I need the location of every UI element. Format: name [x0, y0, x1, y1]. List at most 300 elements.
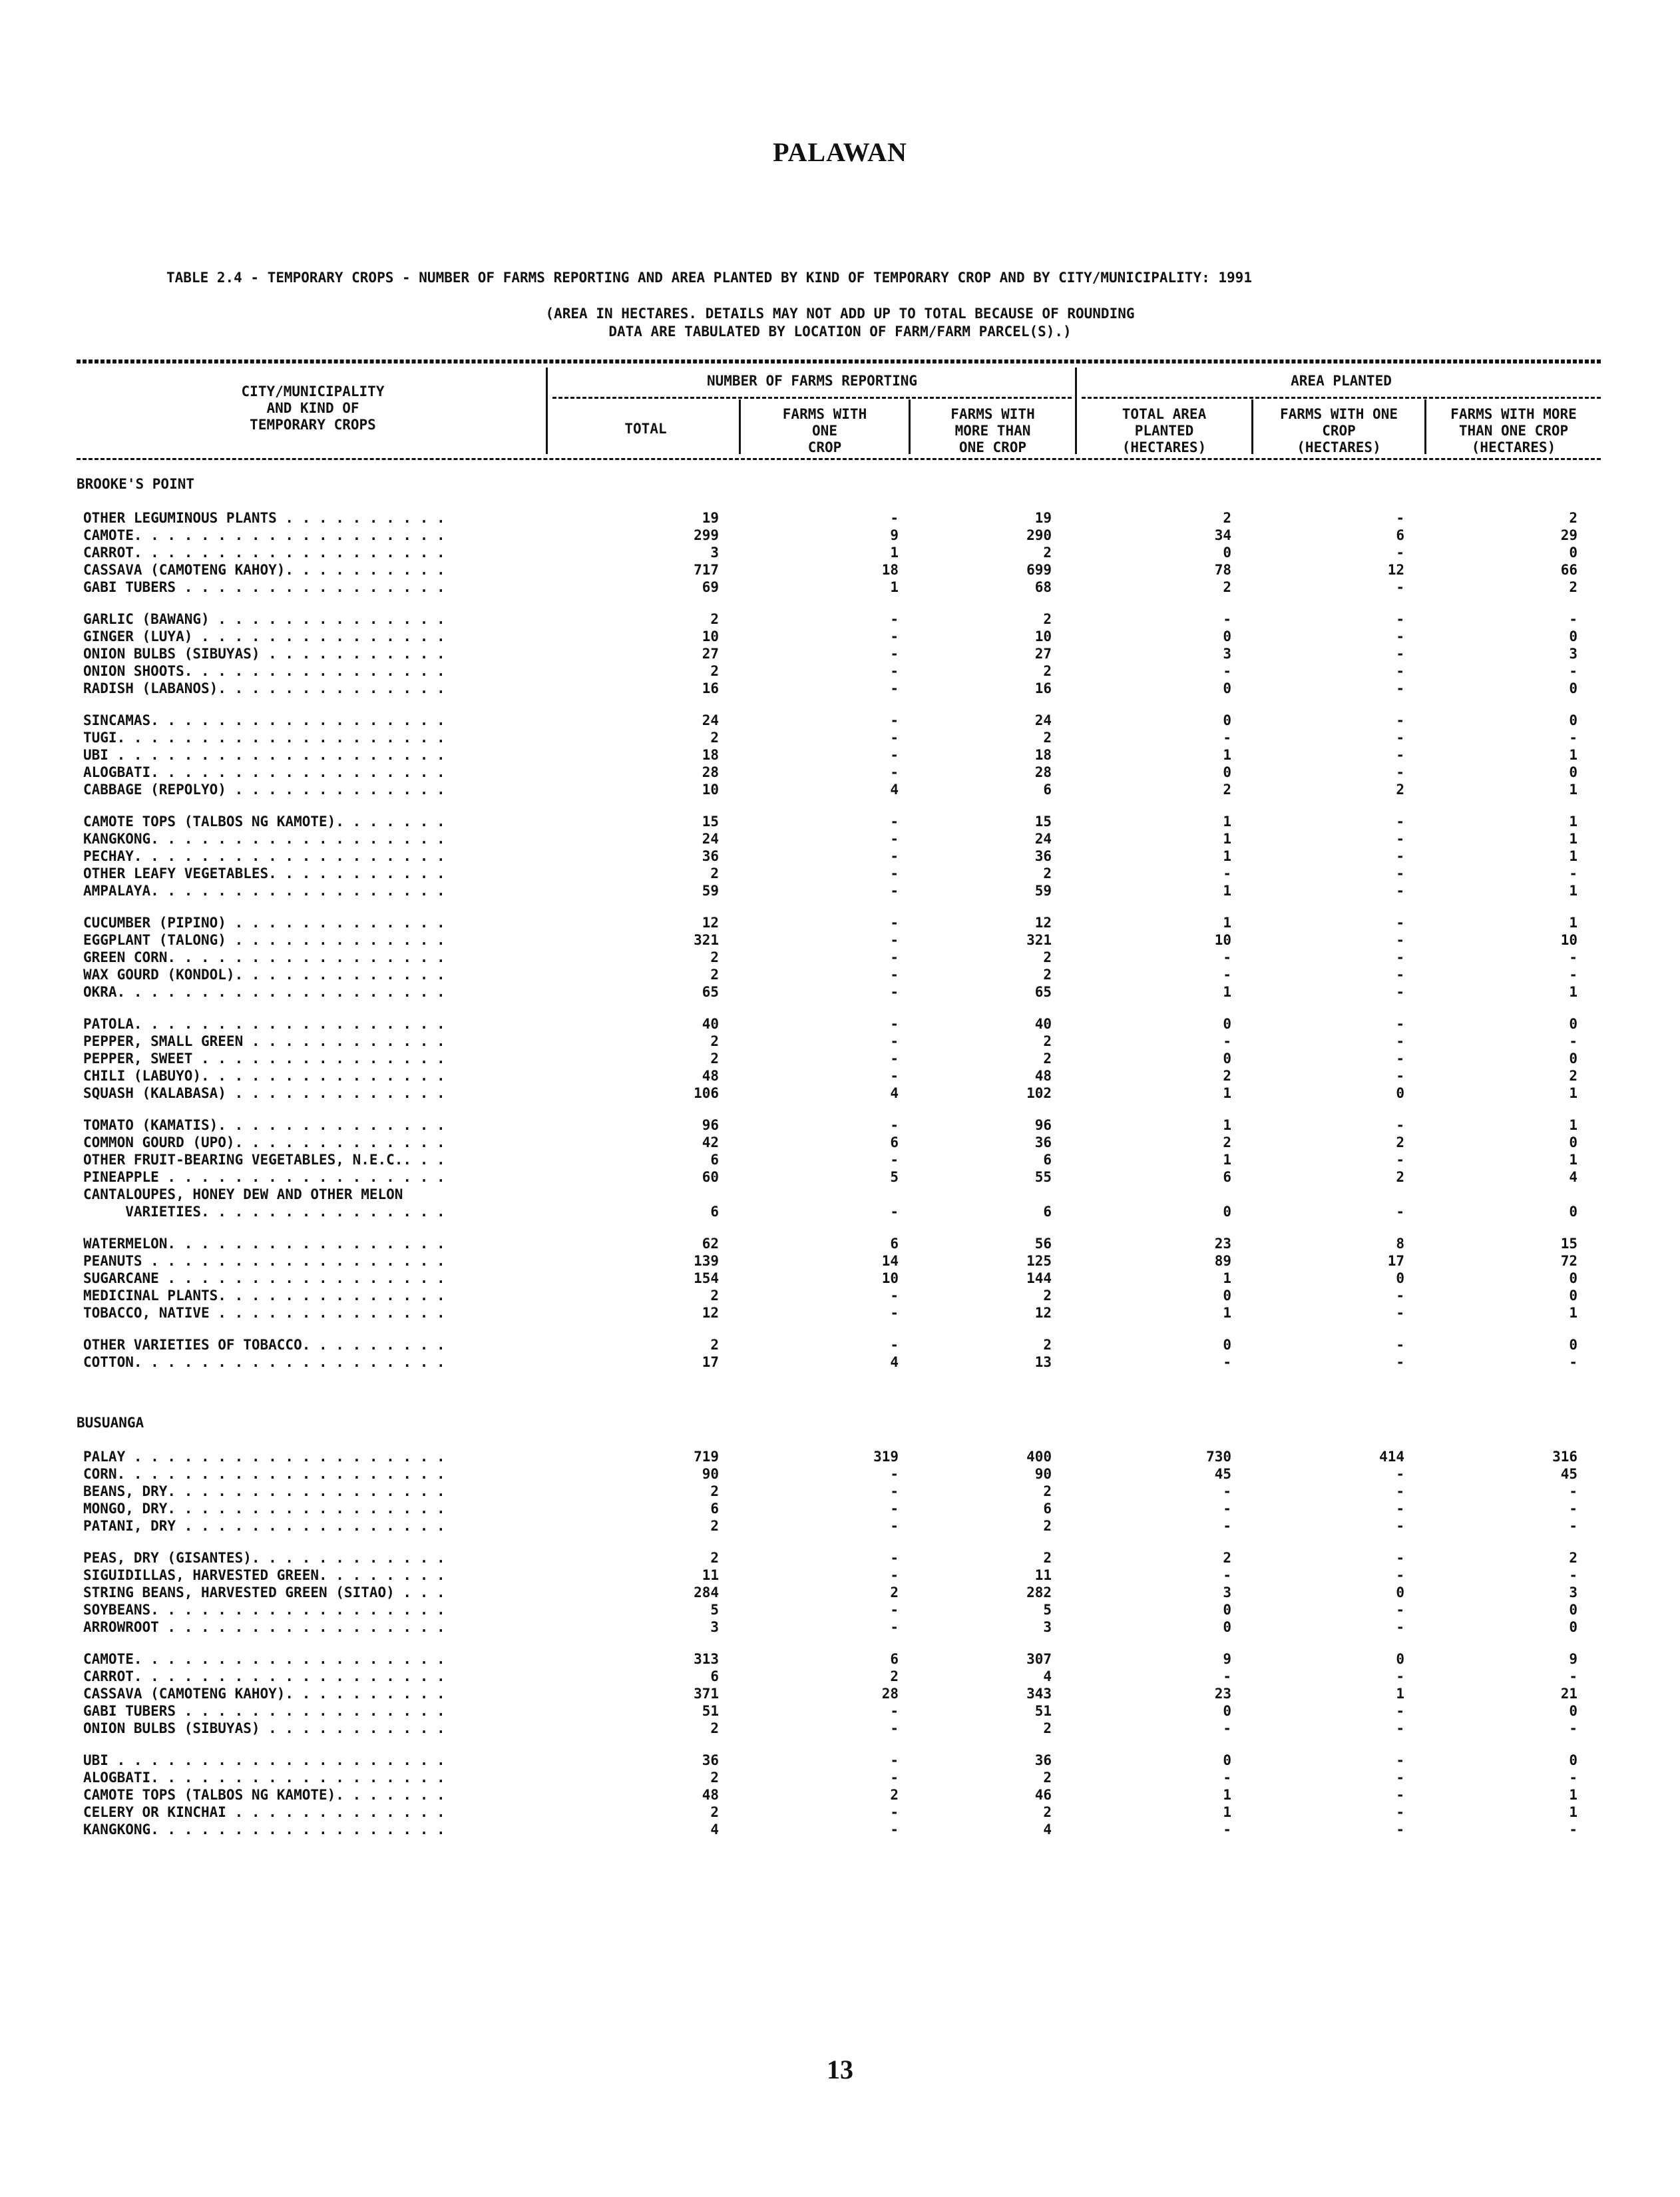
total-farms: 313	[694, 1651, 719, 1667]
farms-one-crop: -	[890, 1117, 899, 1133]
farms-one-crop: -	[890, 1703, 899, 1719]
total-area: -	[1223, 1483, 1231, 1499]
area-more-crop: 2	[1569, 1550, 1577, 1566]
total-area: 0	[1223, 1051, 1231, 1067]
farms-one-crop: -	[890, 848, 899, 864]
total-farms: 2	[710, 1483, 719, 1499]
crop-name: PATANI, DRY . . . . . . . . . . . . . . . .	[83, 1518, 445, 1534]
total-area: 1	[1223, 1305, 1231, 1321]
total-farms: 2	[710, 1337, 719, 1353]
total-area: 89	[1214, 1253, 1231, 1269]
farms-one-crop: -	[890, 1288, 899, 1304]
area-more-crop: 15	[1560, 1236, 1577, 1252]
crop-name: EGGPLANT (TALONG) . . . . . . . . . . . . .	[83, 932, 445, 948]
table-row	[0, 1517, 1680, 1535]
table-row	[0, 1067, 1680, 1085]
crop-name: CARROT. . . . . . . . . . . . . . . . . . .	[83, 1668, 445, 1684]
total-farms: 42	[702, 1134, 719, 1150]
crop-name: SQUASH (KALABASA) . . . . . . . . . . . . .	[83, 1085, 445, 1101]
area-one-crop: -	[1396, 764, 1404, 780]
total-area: 0	[1223, 712, 1231, 728]
farms-one-crop: 6	[890, 1134, 899, 1150]
farms-one-crop: 6	[890, 1651, 899, 1667]
farms-more-crop: 2	[1043, 663, 1052, 679]
area-more-crop: 1	[1569, 1152, 1577, 1168]
area-more-crop: -	[1569, 730, 1577, 746]
total-area: 2	[1223, 579, 1231, 595]
total-farms: 3	[710, 545, 719, 561]
section-title: BROOKE'S POINT	[77, 476, 195, 492]
area-more-crop: -	[1569, 967, 1577, 983]
table-row	[0, 882, 1680, 899]
table-row	[0, 561, 1680, 579]
crop-name: KANGKONG. . . . . . . . . . . . . . . . . .	[83, 831, 445, 847]
table-row	[0, 1252, 1680, 1270]
area-more-crop: -	[1569, 1720, 1577, 1736]
total-farms: 6	[710, 1668, 719, 1684]
area-one-crop: -	[1396, 510, 1404, 526]
crop-name: CASSAVA (CAMOTENG KAHOY). . . . . . . . . .	[83, 1686, 445, 1702]
table-row	[0, 931, 1680, 949]
area-one-crop: -	[1396, 646, 1404, 662]
area-one-crop: -	[1396, 967, 1404, 983]
farms-one-crop: -	[890, 1337, 899, 1353]
farms-one-crop: -	[890, 1033, 899, 1049]
farms-more-crop: 11	[1034, 1567, 1052, 1583]
farms-more-crop: 36	[1034, 1134, 1052, 1150]
farms-more-crop: 28	[1034, 764, 1052, 780]
table-row	[0, 1465, 1680, 1483]
total-area: 1	[1223, 883, 1231, 899]
farms-more-crop: 40	[1034, 1016, 1052, 1032]
area-more-crop: 1	[1569, 1305, 1577, 1321]
stub-divider	[546, 367, 548, 454]
area-more-crop: 1	[1569, 747, 1577, 763]
table-note-line-1: (AREA IN HECTARES. DETAILS MAY NOT ADD UP TO TOTAL BECAUSE OF ROUNDING	[545, 306, 1135, 322]
area-more-crop: 0	[1569, 712, 1577, 728]
crop-name: ONION BULBS (SIBUYAS) . . . . . . . . . . .	[83, 646, 445, 662]
farms-more-crop: 2	[1043, 865, 1052, 881]
farms-more-crop: 4	[1043, 1668, 1052, 1684]
farms-one-crop: 1	[890, 579, 899, 595]
crop-name: CORN. . . . . . . . . . . . . . . . . . . .	[83, 1466, 445, 1482]
area-one-crop: -	[1396, 1619, 1404, 1635]
area-more-crop: -	[1569, 1822, 1577, 1837]
total-farms: 90	[702, 1466, 719, 1482]
total-area-header: TOTAL AREA PLANTED (HECTARES)	[1122, 406, 1207, 455]
crop-name: KANGKONG. . . . . . . . . . . . . . . . . .	[83, 1822, 445, 1837]
table-row	[0, 1050, 1680, 1067]
area-one-crop: -	[1396, 1466, 1404, 1482]
total-area: 6	[1223, 1169, 1231, 1185]
farms-more-crop: 282	[1026, 1585, 1052, 1600]
area-more-crop: 316	[1552, 1449, 1577, 1465]
table-row	[0, 949, 1680, 966]
total-farms: 36	[702, 1752, 719, 1768]
crop-name: CUCUMBER (PIPINO) . . . . . . . . . . . . .	[83, 915, 445, 931]
total-farms: 17	[702, 1354, 719, 1370]
table-row	[0, 813, 1680, 830]
header-top-rule	[77, 360, 1601, 364]
crop-name: CHILI (LABUYO). . . . . . . . . . . . . . .	[83, 1068, 445, 1084]
area-more-crop: 2	[1569, 1068, 1577, 1084]
table-row	[0, 1186, 1680, 1203]
area-more-crop: 0	[1569, 680, 1577, 696]
crop-name: CABBAGE (REPOLYO) . . . . . . . . . . . . .	[83, 782, 445, 798]
area-more-crop: 0	[1569, 545, 1577, 561]
area-one-crop: -	[1396, 883, 1404, 899]
total-area: 0	[1223, 1288, 1231, 1304]
table-row	[0, 1650, 1680, 1668]
farms-more-crop: 2	[1043, 1804, 1052, 1820]
area-one-crop: -	[1396, 1305, 1404, 1321]
area-one-crop: -	[1396, 628, 1404, 644]
farms-more-crop: 2	[1043, 611, 1052, 627]
total-area: 0	[1223, 1016, 1231, 1032]
farms-more-crop: 24	[1034, 831, 1052, 847]
total-area: -	[1223, 1501, 1231, 1517]
total-area: 23	[1214, 1236, 1231, 1252]
area-more-crop: 0	[1569, 1204, 1577, 1220]
total-area: -	[1223, 1518, 1231, 1534]
area-more-crop: -	[1569, 1668, 1577, 1684]
crop-name: TOBACCO, NATIVE . . . . . . . . . . . . . .	[83, 1305, 445, 1321]
crop-name: UBI . . . . . . . . . . . . . . . . . . . .	[83, 747, 445, 763]
farms-one-crop: -	[890, 865, 899, 881]
area-one-crop: -	[1396, 1602, 1404, 1618]
area-one-crop: -	[1396, 1787, 1404, 1803]
total-farms: 15	[702, 814, 719, 830]
area-more-crop: 0	[1569, 628, 1577, 644]
total-farms: 2	[710, 730, 719, 746]
total-area: 0	[1223, 545, 1231, 561]
total-farms: 27	[702, 646, 719, 662]
total-area: 2	[1223, 1550, 1231, 1566]
farms-more-crop: 55	[1034, 1169, 1052, 1185]
area-more-crop: 0	[1569, 1288, 1577, 1304]
area-more-crop: 1	[1569, 1085, 1577, 1101]
farms-one-crop: -	[890, 932, 899, 948]
total-farms: 48	[702, 1787, 719, 1803]
farms-more-crop: 59	[1034, 883, 1052, 899]
total-farms: 65	[702, 984, 719, 1000]
area-more-crop: -	[1569, 1518, 1577, 1534]
total-area: 2	[1223, 510, 1231, 526]
area-one-crop: -	[1396, 1068, 1404, 1084]
area-one-crop: -	[1396, 747, 1404, 763]
crop-name: OTHER LEGUMINOUS PLANTS . . . . . . . . . .	[83, 510, 445, 526]
farms-one-crop: 319	[873, 1449, 899, 1465]
table-row	[0, 966, 1680, 983]
table-row	[0, 1353, 1680, 1371]
farms-more-crop: 2	[1043, 1483, 1052, 1499]
table-row	[0, 1203, 1680, 1220]
area-more-crop: 0	[1569, 1752, 1577, 1768]
total-area: 2	[1223, 782, 1231, 798]
farms-one-crop: 6	[890, 1236, 899, 1252]
area-one-crop: -	[1396, 932, 1404, 948]
table-row	[0, 1287, 1680, 1304]
total-farms: 36	[702, 848, 719, 864]
total-farms: 106	[694, 1085, 719, 1101]
table-row	[0, 1483, 1680, 1500]
farms-more-crop: 2	[1043, 949, 1052, 965]
total-area: -	[1223, 1770, 1231, 1786]
total-farms: 284	[694, 1585, 719, 1600]
farms-more-crop: 6	[1043, 1501, 1052, 1517]
total-farms: 19	[702, 510, 719, 526]
crop-name: ONION SHOOTS. . . . . . . . . . . . . . . .	[83, 663, 445, 679]
total-farms: 28	[702, 764, 719, 780]
total-area: 0	[1223, 1619, 1231, 1635]
farms-one-crop: -	[890, 663, 899, 679]
table-note	[0, 305, 1680, 341]
total-farms: 6	[710, 1204, 719, 1220]
area-one-crop: -	[1396, 579, 1404, 595]
farms-more-crop: 4	[1043, 1822, 1052, 1837]
farms-one-crop: -	[890, 1550, 899, 1566]
farms-one-crop: -	[890, 1602, 899, 1618]
total-area: 1	[1223, 1270, 1231, 1286]
total-area: 0	[1223, 680, 1231, 696]
area-more-crop: -	[1569, 865, 1577, 881]
table-row	[0, 1448, 1680, 1465]
crop-name: OTHER LEAFY VEGETABLES. . . . . . . . . . .	[83, 865, 445, 881]
farms-one-crop: 4	[890, 1354, 899, 1370]
area-one-crop: -	[1396, 712, 1404, 728]
total-farms: 2	[710, 865, 719, 881]
crop-name: UBI . . . . . . . . . . . . . . . . . . . .	[83, 1752, 445, 1768]
total-farms: 2	[710, 1720, 719, 1736]
farms-one-crop: -	[890, 831, 899, 847]
area-one-crop: -	[1396, 1152, 1404, 1168]
farms-one-crop: -	[890, 1051, 899, 1067]
area-one-crop: -	[1396, 949, 1404, 965]
table-row	[0, 1720, 1680, 1737]
crop-name: GREEN CORN. . . . . . . . . . . . . . . . .	[83, 949, 445, 965]
crop-name: WATERMELON. . . . . . . . . . . . . . . . .	[83, 1236, 445, 1252]
area-more-crop: -	[1569, 663, 1577, 679]
total-farms: 2	[710, 1770, 719, 1786]
total-farms: 11	[702, 1567, 719, 1583]
total-farms: 48	[702, 1068, 719, 1084]
area-more-crop: 0	[1569, 1134, 1577, 1150]
area-more-crop: 72	[1560, 1253, 1577, 1269]
farms-more-crop: 307	[1026, 1651, 1052, 1667]
total-farms: 154	[694, 1270, 719, 1286]
area-more-crop: 29	[1560, 527, 1577, 543]
table-row	[0, 848, 1680, 865]
total-area: 0	[1223, 1204, 1231, 1220]
page-title: PALAWAN	[773, 137, 907, 167]
area-one-crop: -	[1396, 1033, 1404, 1049]
farms-one-crop: -	[890, 712, 899, 728]
area-more-crop: -	[1569, 611, 1577, 627]
crop-name: PEPPER, SMALL GREEN . . . . . . . . . . . .	[83, 1033, 445, 1049]
total-farms: 40	[702, 1016, 719, 1032]
area-one-crop-header: FARMS WITH ONE CROP (HECTARES)	[1279, 406, 1398, 455]
area-more-crop: -	[1569, 1501, 1577, 1517]
farms-one-crop: 18	[881, 562, 899, 578]
total-area: -	[1223, 1033, 1231, 1049]
total-area: 34	[1214, 527, 1231, 543]
farms-more-crop: 2	[1043, 730, 1052, 746]
crop-name: PEANUTS . . . . . . . . . . . . . . . . . .	[83, 1253, 445, 1269]
area-more-crop: -	[1569, 1033, 1577, 1049]
crop-name: CANTALOUPES, HONEY DEW AND OTHER MELON	[83, 1186, 403, 1202]
crop-name: OTHER FRUIT-BEARING VEGETABLES, N.E.C.. . .	[83, 1152, 445, 1168]
farms-one-crop: -	[890, 1822, 899, 1837]
farms-more-crop: 10	[1034, 628, 1052, 644]
area-more-crop: -	[1569, 1483, 1577, 1499]
crop-name: CAMOTE. . . . . . . . . . . . . . . . . . .	[83, 1651, 445, 1667]
crop-name: PEPPER, SWEET . . . . . . . . . . . . . . .	[83, 1051, 445, 1067]
crop-name: OTHER VARIETIES OF TOBACCO. . . . . . . . .	[83, 1337, 445, 1353]
total-area: 3	[1223, 646, 1231, 662]
area-more-crop: 21	[1560, 1686, 1577, 1702]
farms-more-crop: 2	[1043, 545, 1052, 561]
total-area: -	[1223, 967, 1231, 983]
total-farms: 24	[702, 712, 719, 728]
farms-one-crop: -	[890, 611, 899, 627]
area-more-crop: 10	[1560, 932, 1577, 948]
more-crop-header: FARMS WITH MORE THAN ONE CROP	[950, 406, 1035, 455]
area-one-crop: -	[1396, 1567, 1404, 1583]
area-one-crop: -	[1396, 1703, 1404, 1719]
table-row	[0, 1168, 1680, 1186]
area-one-crop: -	[1396, 1770, 1404, 1786]
area-more-crop: 0	[1569, 764, 1577, 780]
table-row	[0, 509, 1680, 527]
crop-name: GABI TUBERS . . . . . . . . . . . . . . . .	[83, 1703, 445, 1719]
table-row	[0, 1270, 1680, 1287]
crop-name: SUGARCANE . . . . . . . . . . . . . . . . .	[83, 1270, 445, 1286]
farms-one-crop: -	[890, 1483, 899, 1499]
crop-name: ALOGBATI. . . . . . . . . . . . . . . . . .	[83, 764, 445, 780]
total-area: 2	[1223, 1134, 1231, 1150]
table-row	[0, 579, 1680, 596]
area-one-crop: -	[1396, 1204, 1404, 1220]
area-one-crop: 0	[1396, 1270, 1404, 1286]
farms-one-crop: -	[890, 747, 899, 763]
farms-one-crop: -	[890, 1152, 899, 1168]
area-one-crop: -	[1396, 848, 1404, 864]
area-one-crop: 1	[1396, 1686, 1404, 1702]
farms-one-crop: -	[890, 1501, 899, 1517]
crop-name: PEAS, DRY (GISANTES). . . . . . . . . . . .	[83, 1550, 445, 1566]
area-one-crop: -	[1396, 1518, 1404, 1534]
area-one-crop: -	[1396, 1288, 1404, 1304]
total-farms: 51	[702, 1703, 719, 1719]
total-header: TOTAL	[624, 421, 667, 437]
crop-name: SIGUIDILLAS, HARVESTED GREEN. . . . . . . .	[83, 1567, 445, 1583]
farms-reporting-header: NUMBER OF FARMS REPORTING	[706, 373, 918, 389]
crop-name: CASSAVA (CAMOTENG KAHOY). . . . . . . . . .	[83, 562, 445, 578]
farms-one-crop: -	[890, 1518, 899, 1534]
area-more-crop: 1	[1569, 848, 1577, 864]
table-row	[0, 662, 1680, 680]
area-more-crop: 1	[1569, 831, 1577, 847]
total-area: 1	[1223, 831, 1231, 847]
total-farms: 2	[710, 1550, 719, 1566]
crop-name: CAMOTE TOPS (TALBOS NG KAMOTE). . . . . . .	[83, 1787, 445, 1803]
area-one-crop: -	[1396, 814, 1404, 830]
table-row	[0, 1668, 1680, 1685]
farms-more-crop: 321	[1026, 932, 1052, 948]
farms-one-crop: 9	[890, 527, 899, 543]
area-more-crop: 0	[1569, 1051, 1577, 1067]
area-one-crop: -	[1396, 680, 1404, 696]
area-more-crop: 0	[1569, 1703, 1577, 1719]
crop-name: GABI TUBERS . . . . . . . . . . . . . . . .	[83, 579, 445, 595]
total-farms: 2	[710, 611, 719, 627]
total-farms: 371	[694, 1686, 719, 1702]
farms-more-crop: 90	[1034, 1466, 1052, 1482]
area-more-crop: 0	[1569, 1016, 1577, 1032]
area-more-crop: 0	[1569, 1270, 1577, 1286]
table-row	[0, 1769, 1680, 1786]
total-area: 0	[1223, 1703, 1231, 1719]
total-area: 1	[1223, 747, 1231, 763]
farms-more-crop: 16	[1034, 680, 1052, 696]
group-underline-farms	[552, 397, 1072, 399]
total-area: 0	[1223, 1337, 1231, 1353]
section-title: BUSUANGA	[77, 1415, 144, 1431]
area-one-crop: -	[1396, 1501, 1404, 1517]
table-row	[0, 1685, 1680, 1702]
crop-name: GARLIC (BAWANG) . . . . . . . . . . . . . .	[83, 611, 445, 627]
total-area: -	[1223, 1668, 1231, 1684]
area-one-crop: -	[1396, 1354, 1404, 1370]
farms-more-crop: 46	[1034, 1787, 1052, 1803]
farms-more-crop: 144	[1026, 1270, 1052, 1286]
farms-one-crop: -	[890, 764, 899, 780]
total-area: 0	[1223, 628, 1231, 644]
total-farms: 2	[710, 1033, 719, 1049]
crop-name: STRING BEANS, HARVESTED GREEN (SITAO) . . .	[83, 1585, 445, 1600]
area-one-crop: -	[1396, 611, 1404, 627]
total-farms: 16	[702, 680, 719, 696]
table-row	[0, 830, 1680, 848]
farms-one-crop: -	[890, 949, 899, 965]
table-note-line-2: DATA ARE TABULATED BY LOCATION OF FARM/FARM PARCEL(S).)	[608, 324, 1072, 340]
farms-more-crop: 400	[1026, 1449, 1052, 1465]
farms-more-crop: 36	[1034, 848, 1052, 864]
total-area: 1	[1223, 984, 1231, 1000]
area-more-crop-header: FARMS WITH MORE THAN ONE CROP (HECTARES)	[1450, 406, 1577, 455]
farms-one-crop: -	[890, 915, 899, 931]
area-one-crop: -	[1396, 1720, 1404, 1736]
area-more-crop: -	[1569, 1567, 1577, 1583]
area-one-crop: 8	[1396, 1236, 1404, 1252]
farms-more-crop: 699	[1026, 562, 1052, 578]
total-farms: 2	[710, 1288, 719, 1304]
crop-name: CARROT. . . . . . . . . . . . . . . . . . .	[83, 545, 445, 561]
total-area: 0	[1223, 764, 1231, 780]
total-farms: 299	[694, 527, 719, 543]
table-row	[0, 544, 1680, 561]
total-farms: 10	[702, 628, 719, 644]
crop-name: PATOLA. . . . . . . . . . . . . . . . . . .	[83, 1016, 445, 1032]
total-farms: 12	[702, 915, 719, 931]
farms-one-crop: -	[890, 1619, 899, 1635]
table-row	[0, 1786, 1680, 1804]
table-row	[0, 1500, 1680, 1517]
table-row	[0, 746, 1680, 764]
farms-more-crop: 68	[1034, 579, 1052, 595]
total-farms: 69	[702, 579, 719, 595]
total-farms: 2	[710, 949, 719, 965]
